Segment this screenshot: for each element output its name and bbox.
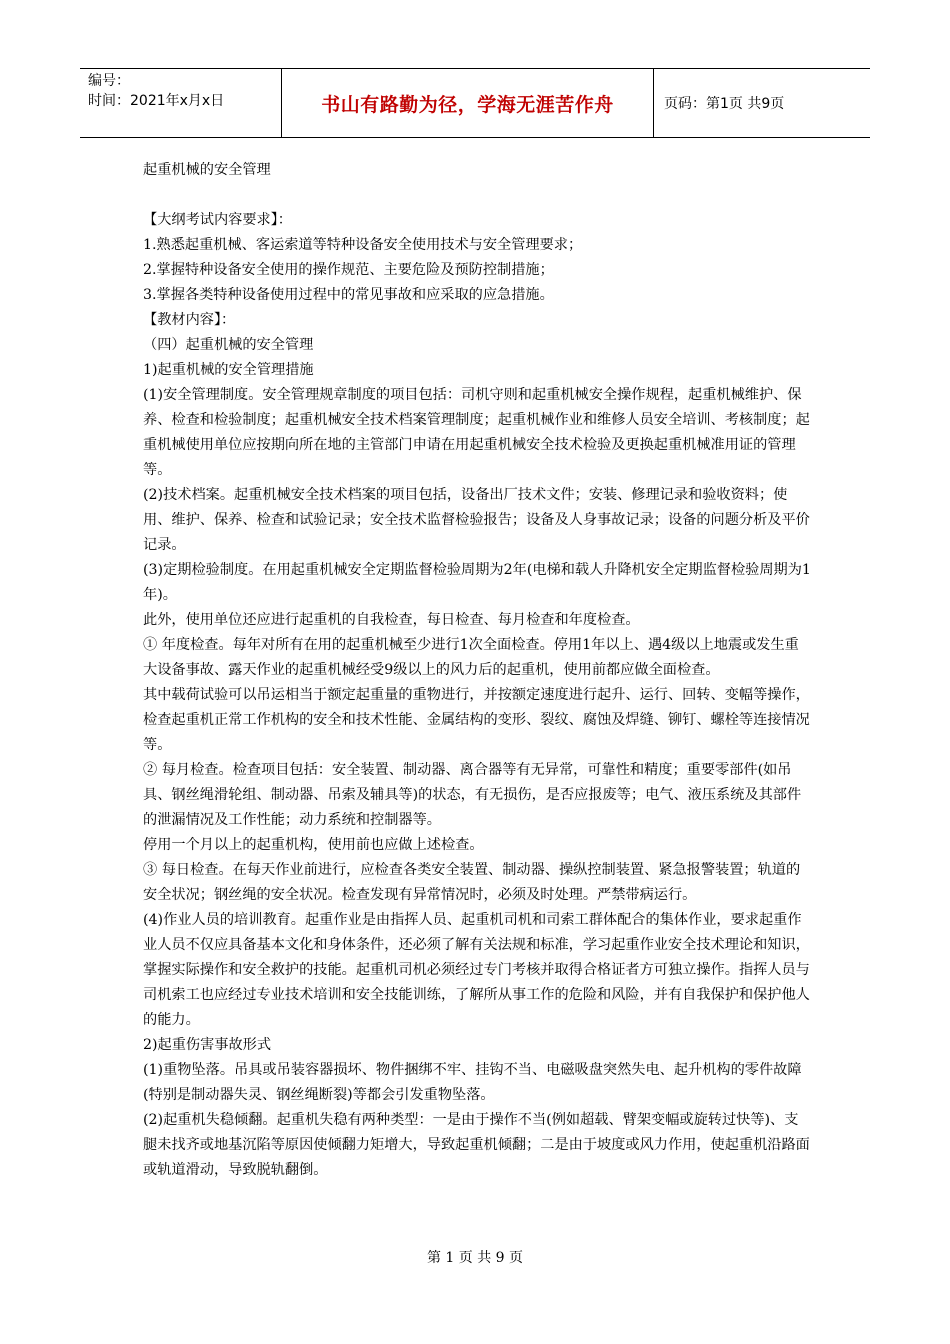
- page-header: [80, 68, 870, 138]
- paragraph: ② 每月检查。检查项目包括：安全装置、制动器、离合器等有无异常，可靠性和精度；重要零部件(如吊具、钢丝绳滑轮组、制动器、吊索及辅具等)的状态，有无损伤，是否应报废等；电气、液压系统及其部件的泄漏情况及工作性能；动力系统和控制器等。: [143, 762, 802, 828]
- paragraph: 【大纲考试内容要求】：: [143, 212, 292, 228]
- paragraph-list: [143, 208, 811, 1183]
- paragraph: (2)技术档案。起重机械安全技术档案的项目包括，设备出厂技术文件；安装、修理记录和验收资料；使用、维护、保养、检查和试验记录；安全技术监督检验报告；设备及人身事故记录；设备的问题分析及平价记录。: [143, 487, 810, 553]
- paragraph: (1)安全管理制度。安全管理规章制度的项目包括：司机守则和起重机械安全操作规程，起重机械维护、保养、检查和检验制度；起重机械安全技术档案管理制度；起重机械作业和维修人员安全培训、考核制度；起重机械使用单位应按期向所在地的主管部门申请在用起重机械安全技术检验及更换起重机械准用证的管理等。: [143, 387, 810, 478]
- document-title: 起重机械的安全管理: [143, 162, 271, 178]
- motto-text: 书山有路勤为径，学海无涯苦作舟: [321, 93, 614, 116]
- paragraph: ① 年度检查。每年对所有在用的起重机械至少进行1次全面检查。停用1年以上、遇4级以上地震或发生重大设备事故、露天作业的起重机械经受9级以上的风力后的起重机，使用前都应做全面检查。: [143, 637, 799, 678]
- paragraph: 1)起重机械的安全管理措施: [143, 362, 314, 378]
- paragraph: 停用一个月以上的起重机构，使用前也应做上述检查。: [143, 837, 484, 853]
- paragraph: 此外，使用单位还应进行起重机的自我检查，每日检查、每月检查和年度检查。: [143, 612, 640, 628]
- paragraph: (4)作业人员的培训教育。起重作业是由指挥人员、起重机司机和司索工群体配合的集体作业，要求起重作业人员不仅应具备基本文化和身体条件，还必须了解有关法规和标准，学习起重作业安全技术理论和知识，掌握实际操作和安全救护的技能。起重机司机必须经过专门考核并取得合格证者方可独立操作。指挥人员与司机索工也应经过专业技术培训和安全技能训练，了解所从事工作的危险和风险，并有自我保护和保护他人的能力。: [143, 912, 810, 1028]
- header-page-cell: [654, 69, 870, 137]
- paragraph: (2)起重机失稳倾翻。起重机失稳有两种类型：一是由于操作不当(例如超载、臂架变幅或旋转过快等)、支腿未找齐或地基沉陷等原因使倾翻力矩增大，导致起重机倾翻；二是由于坡度或风力作用，使起重机沿路面或轨道滑动，导致脱轨翻倒。: [143, 1112, 810, 1178]
- page-footer: 第 1 页 共 9 页: [426, 1250, 524, 1266]
- page-label: 页码：第1页 共9页: [664, 96, 785, 112]
- number-label: 编号：: [88, 73, 130, 89]
- document-body: [143, 158, 811, 1183]
- paragraph: (3)定期检验制度。在用起重机械安全定期监督检验周期为2年(电梯和载人升降机安全定期监督检验周期为1年)。: [143, 562, 811, 603]
- time-label: 时间：2021年x月x日: [88, 93, 225, 109]
- paragraph: 其中载荷试验可以吊运相当于额定起重量的重物进行，并按额定速度进行起升、运行、回转、变幅等操作，检查起重机正常工作机构的安全和技术性能、金属结构的变形、裂纹、腐蚀及焊缝、铆钉、螺栓等连接情况等。: [143, 687, 810, 753]
- paragraph: 【教材内容】：: [143, 312, 236, 328]
- paragraph: 1.熟悉起重机械、客运索道等特种设备安全使用技术与安全管理要求；: [143, 237, 583, 253]
- paragraph: 2.掌握特种设备安全使用的操作规范、主要危险及预防控制措施；: [143, 262, 554, 278]
- header-motto-cell: [282, 69, 654, 137]
- paragraph: 3.掌握各类特种设备使用过程中的常见事故和应采取的应急措施。: [143, 287, 554, 303]
- paragraph: 2)起重伤害事故形式: [143, 1037, 272, 1053]
- paragraph: (1)重物坠落。吊具或吊装容器损坏、物件捆绑不牢、挂钩不当、电磁吸盘突然失电、起升机构的零件故障(特别是制动器失灵、钢丝绳断裂)等都会引发重物坠落。: [143, 1062, 802, 1103]
- paragraph: （四）起重机械的安全管理: [143, 337, 314, 353]
- paragraph: ③ 每日检查。在每天作业前进行，应检查各类安全装置、制动器、操纵控制装置、紧急报警装置；轨道的安全状况；钢丝绳的安全状况。检查发现有异常情况时，必须及时处理。严禁带病运行。: [143, 862, 801, 903]
- header-meta: [80, 69, 282, 137]
